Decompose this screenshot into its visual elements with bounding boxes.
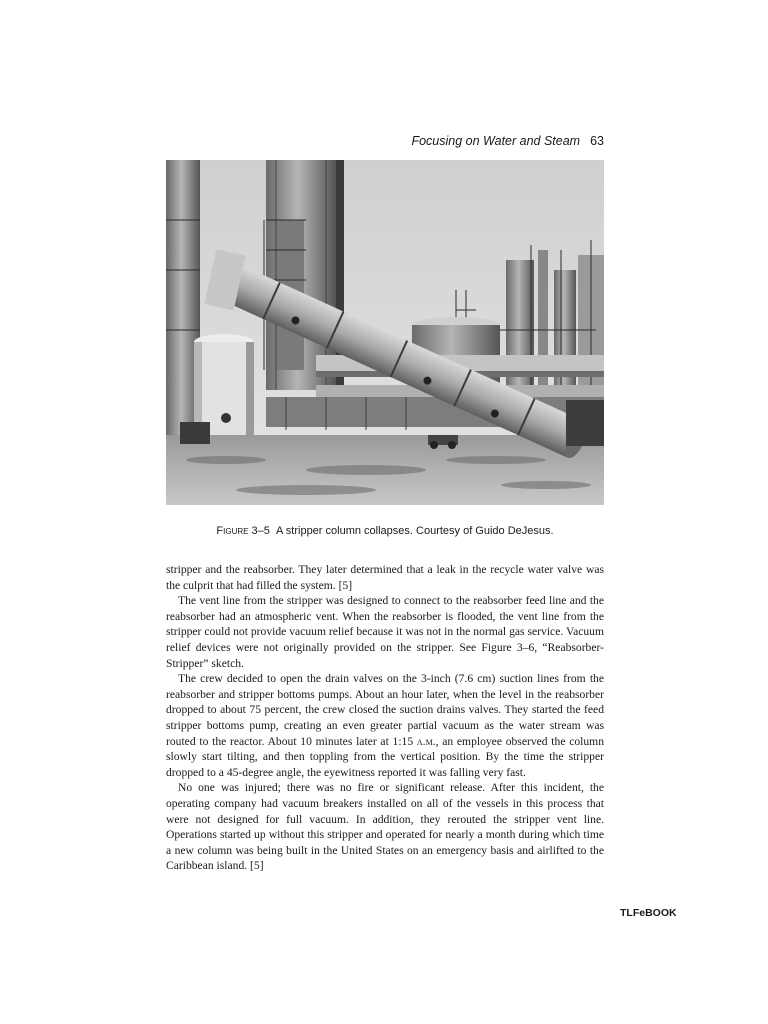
figure-label: Figure 3–5 (216, 525, 270, 537)
collapsed-column-photo (166, 160, 604, 505)
paragraph-text: The crew decided to open the drain valves on the 3-inch (7.6 cm) suction lines from the reabsorber and stripper bottoms pumps. About an hour later, when the level in the reabsorber dropped to about 75 percent, the crew closed the suction drains valves. They started the feed stripper bottoms pump, creating an even greater partial vacuum as the water stream was routed to the reactor. About 10 minutes later at 1:15 (166, 672, 604, 748)
page-number: 63 (590, 134, 604, 148)
figure-caption (166, 525, 604, 537)
paragraph (166, 671, 604, 780)
footer-mark: TLFeBOOK (620, 907, 677, 919)
paragraph-text: , an employee observed the column slowly start tilting, and then toppling from the vertical position. By the time the stripper dropped to a 45-degree angle, the eyewitness reported it was falling very fast. (166, 734, 604, 779)
figure-photo (166, 160, 604, 505)
running-head (404, 134, 604, 148)
paragraph: stripper and the reabsorber. They later determined that a leak in the recycle water valve was the culprit that had filled the system. [5] (166, 563, 604, 592)
running-head-title: Focusing on Water and Steam (411, 134, 581, 148)
body-text (166, 562, 604, 874)
time-suffix: a.m. (416, 734, 436, 748)
figure-caption-text: A stripper column collapses. Courtesy of Guido DeJesus. (276, 525, 554, 537)
paragraph: No one was injured; there was no fire or significant release. After this incident, the operating company had vacuum breakers installed on all of the vessels in this process that were not designed for full vacuum. In addition, they rerouted the stripper vent line. Operations started up without this stripper and operated for nearly a month during which time a new column was being built in the United States on an emergency basis and airlifted to the Caribbean island. [5] (166, 781, 604, 873)
paragraph: The vent line from the stripper was designed to connect to the reabsorber feed line and the reabsorber had an atmospheric vent. When the reabsorber is flooded, the vent line from the stripper could not provide vacuum relief because it was not in the normal gas service. Vacuum relief devices were not originally provided on the stripper. See Figure 3–6, “Reabsorber-Stripper” sketch. (166, 594, 604, 670)
